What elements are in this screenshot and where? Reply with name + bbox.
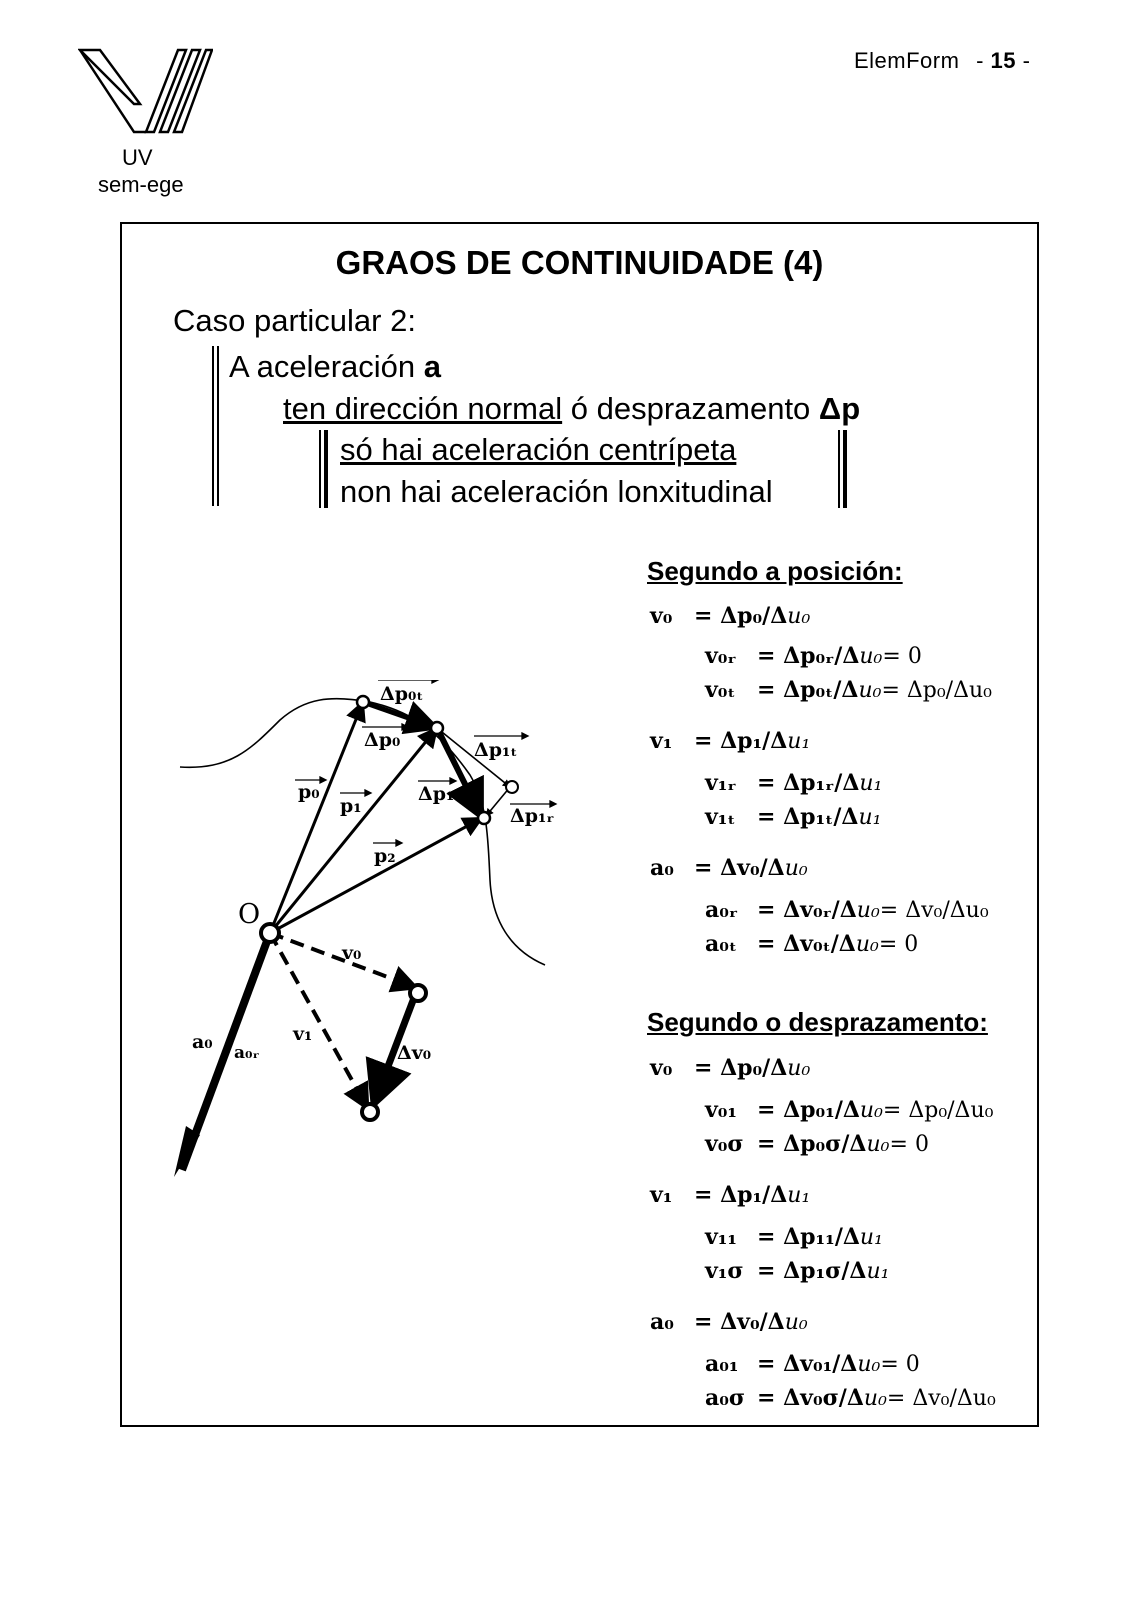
label-dp1r: Δp₁ᵣ [510,805,555,827]
equation: v₁ = Δp₁/Δu₁ [650,1182,811,1208]
section-heading-position: Segundo a posición: [647,556,903,586]
label-origin: O [238,899,261,930]
logo-text-sem-ege: sem-ege [98,172,184,197]
label-dp1: Δp₁ [418,783,455,805]
vector-a0-head [174,1126,200,1177]
logo-text-uv: UV [122,145,153,170]
equation: v₁₁ = Δp₁₁/Δu₁ [705,1224,883,1250]
equation: v₀ₜ = Δp₀ₜ/Δu₀= Δp₀/Δu₀ [705,677,992,703]
point-p2 [478,812,490,824]
label-p1: p₁ [340,795,362,817]
equation: v₁ = Δp₁/Δu₁ [650,728,811,754]
label-dp1t: Δp₁ₜ [474,739,518,761]
equation: v₀ = Δp₀/Δu₀ [650,1055,811,1081]
label-dv0: Δv₀ [397,1042,432,1064]
vector-dp1r [486,787,510,816]
longitudinal-statement: non hai aceleración lonxitudinal [340,474,773,509]
equation: a₀ᵣ = Δv₀ᵣ/Δu₀= Δv₀/Δu₀ [705,897,989,923]
label-p2: p₂ [374,845,396,867]
label-dp0t: Δp₀ₜ [380,683,424,705]
equation: a₀σ = Δv₀σ/Δu₀= Δv₀/Δu₀ [705,1385,996,1411]
vector-p1 [270,728,437,933]
label-v0: v₀ [342,942,362,964]
bracket-bar-left [212,346,219,506]
label-a0: a₀ [192,1031,213,1053]
equation: v₀ᵣ = Δp₀ᵣ/Δu₀= 0 [705,643,922,669]
equation: v₁ₜ = Δp₁ₜ/Δu₁ [705,804,882,830]
equation: a₀ₜ = Δv₀ₜ/Δu₀= 0 [705,931,919,957]
vector-dp0 [363,702,437,728]
acceleration-statement: A aceleración a [229,349,441,384]
point-origin [261,924,279,942]
equation: v₀₁ = Δp₀₁/Δu₀= Δp₀/Δu₀ [705,1097,994,1123]
label-dp0: Δp₀ [364,729,401,751]
point-p1 [431,722,443,734]
bracket-bar-inner-left-2 [326,430,328,508]
vector-p2 [270,818,482,933]
equation: a₀ = Δv₀/Δu₀ [650,855,808,881]
doc-name: ElemForm [854,48,960,73]
bracket-bar-inner-right-2 [845,430,847,508]
page-title: GRAOS DE CONTINUIDADE (4) [335,244,824,281]
label-p0: p₀ [298,781,320,803]
vector-diagram [170,680,590,1220]
section-heading-displacement: Segundo o desprazamento: [647,1007,988,1037]
equation: a₀ = Δv₀/Δu₀ [650,1309,808,1335]
point-dp1t-end [506,781,518,793]
point-v0 [410,985,426,1001]
bracket-bar-inner-left [319,430,326,508]
equation: a₀₁ = Δv₀₁/Δu₀= 0 [705,1351,920,1377]
equation: v₀σ = Δp₀σ/Δu₀= 0 [705,1131,929,1157]
label-a0r: a₀ᵣ [234,1043,260,1063]
equation: v₁ᵣ = Δp₁ᵣ/Δu₁ [705,770,883,796]
point-v1 [362,1104,378,1120]
uv-logo-icon [78,46,213,136]
point-p0 [357,696,369,708]
centripetal-statement: só hai aceleración centrípeta [340,432,737,467]
page-header [854,48,1030,74]
direction-statement: ten dirección normal ó desprazamento Δp [283,391,861,426]
bracket-bar-inner-right [838,430,845,508]
equation: v₁σ = Δp₁σ/Δu₁ [705,1258,890,1284]
page-number: - 15 - [976,48,1031,73]
equation: v₀ = Δp₀/Δu₀ [650,603,811,629]
vector-p0 [270,702,363,933]
case-label: Caso particular 2: [173,303,416,338]
label-v1: v₁ [293,1023,313,1045]
